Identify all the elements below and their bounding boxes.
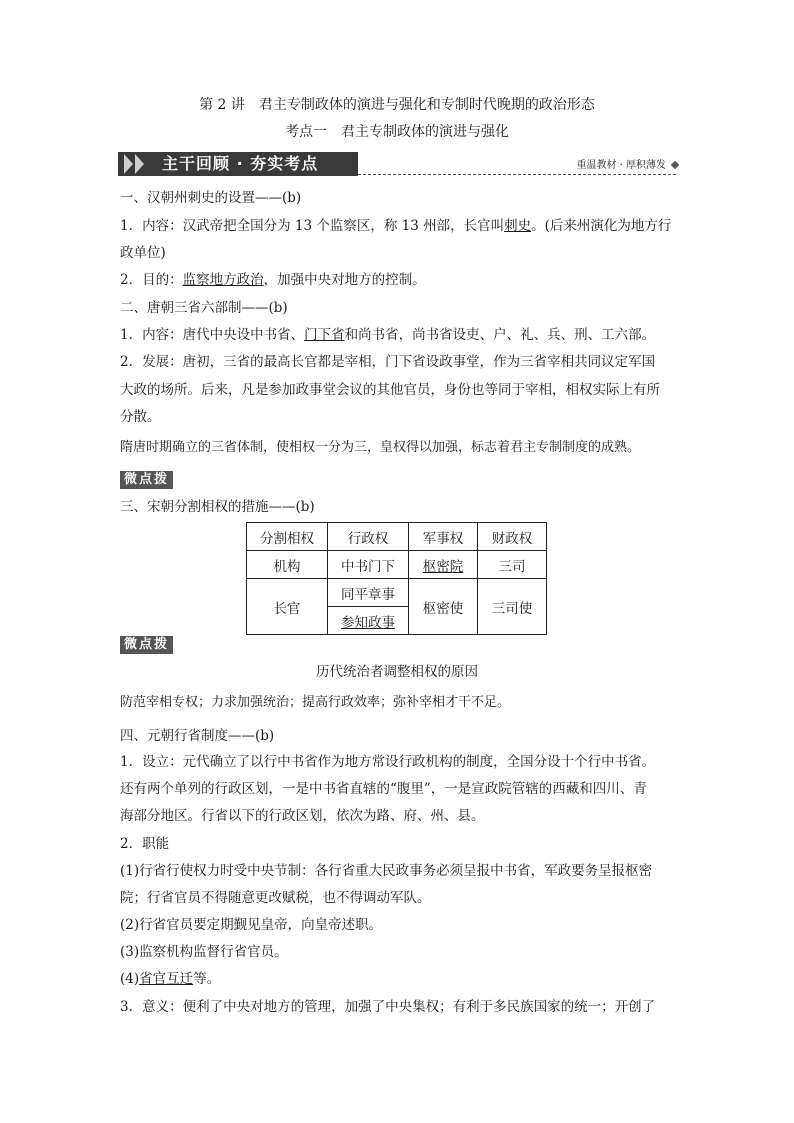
sec4-point1-cont: 还有两个单列的行政区划，一是中书省直辖的“腹里”，一是宣政院管辖的西藏和四川、青 [120,781,647,797]
table-row [247,551,547,579]
section-banner [118,152,680,176]
sec1-heading: 一、汉朝州刺史的设置——(b) [120,190,302,206]
table-row [247,579,547,607]
tip-tag: 微点拨 [120,636,173,654]
sec4-point2: 2．职能 [120,836,170,852]
text: ，加强中央对地方的控制。 [263,272,426,288]
table-cell: 军事权 [409,523,478,551]
sec2-point2: 2．发展：唐初，三省的最高长官都是宰相，门下省设政事堂，作为三省宰相共同议定军国 [120,354,656,370]
sec3-heading: 三、宋朝分割相权的措施——(b) [120,499,315,515]
table-cell: 分割相权 [247,523,328,551]
underlined-answer: 刺史 [504,218,532,234]
text: 1．内容：汉武帝把全国分为 13 个监察区，称 13 州部，长官叫 [120,218,505,234]
text: 等。 [193,971,221,987]
sec4-item1-cont: 院；行省官员不得随意更改赋税，也不得调动军队。 [120,890,431,906]
chevron-right-icon [124,154,133,174]
underlined-answer: 地方政治 [209,272,264,288]
note-body: 防范宰相专权；力求加强统治；提高行政效率；弥补宰相才干不足。 [120,695,511,710]
section-title: 考点一 君主专制政体的演进与强化 [285,124,509,140]
underlined-answer: 枢密院 [422,558,464,575]
chevron-right-icon [135,154,144,174]
power-division-table [246,522,547,635]
note-title: 历代统治者调整相权的原因 [316,664,478,680]
sec2-point1 [120,325,655,345]
sec4-item1: (1)行省行使权力时受中央节制：各行省重大民政事务必须呈报中书省，军政要务呈报枢密 [120,863,653,879]
sec1-point1 [120,216,671,236]
text: 和尚书省，尚书省设吏、户、礼、兵、刑、工六部。 [344,327,656,343]
sec4-point1: 1．设立：元代确立了以行中书省作为地方常设行政机构的制度，全国分设十个行中书省。 [120,754,656,770]
underlined-answer: 参知政事 [341,614,395,631]
text: (4) [120,971,140,987]
sec4-heading: 四、元朝行省制度——(b) [120,728,275,744]
table-cell: 机构 [247,551,328,579]
table-cell: 中书门下 [328,551,409,579]
sec2-point2-cont: 分散。 [120,409,161,425]
table-row [247,523,547,551]
text: 2．目的： [120,272,183,288]
sec4-point1-cont: 海部分地区。行省以下的行政区划，依次为路、府、州、县。 [120,808,485,824]
text: 1．内容：唐代中央设中书省、 [120,327,305,343]
text: 。(后来州演化为地方行 [531,218,672,234]
table-cell: 行政权 [328,523,409,551]
sec1-point1-cont: 政单位) [120,245,166,261]
tip-tag: 微点拨 [120,471,173,489]
sec4-point3: 3．意义：便利了中央对地方的管理，加强了中央集权；有利于多民族国家的统一；开创了 [120,999,656,1015]
banner-bar [118,152,358,176]
banner-label: 主干回顾 · 夯实考点 [162,154,319,173]
banner-divider [358,174,676,175]
underlined-answer: 省官互迁 [139,971,194,987]
table-cell: 财政权 [478,523,547,551]
table-cell: 同平章事 [328,579,409,607]
table-cell: 三司使 [478,579,547,635]
diamond-icon [671,161,679,169]
table-cell: 三司 [478,551,547,579]
sec4-item2: (2)行省官员要定期觐见皇帝，向皇帝述职。 [120,917,383,933]
table-cell: 长官 [247,579,328,635]
underlined-answer: 门下省 [304,327,345,343]
sec2-heading: 二、唐朝三省六部制——(b) [120,300,288,316]
table-cell [409,551,478,579]
underlined-answer: 监察 [182,272,210,288]
note-paragraph: 隋唐时期确立的三省体制，使相权一分为三，皇权得以加强，标志着君主专制制度的成熟。 [120,440,641,455]
sec4-item3: (3)监察机构监督行省官员。 [120,944,288,960]
sec1-point2 [120,270,426,290]
sec2-point2-cont: 大政的场所。后来，凡是参加政事堂会议的其他官员，身份也等同于宰相，相权实际上有所 [120,382,660,398]
lecture-title: 第 2 讲 君主专制政体的演进与强化和专制时代晚期的政治形态 [199,97,595,113]
sec4-item4 [120,969,220,989]
table-cell [328,607,409,635]
banner-subtitle: 重温教材 · 厚积薄发 [576,160,666,171]
table-cell: 枢密使 [409,579,478,635]
